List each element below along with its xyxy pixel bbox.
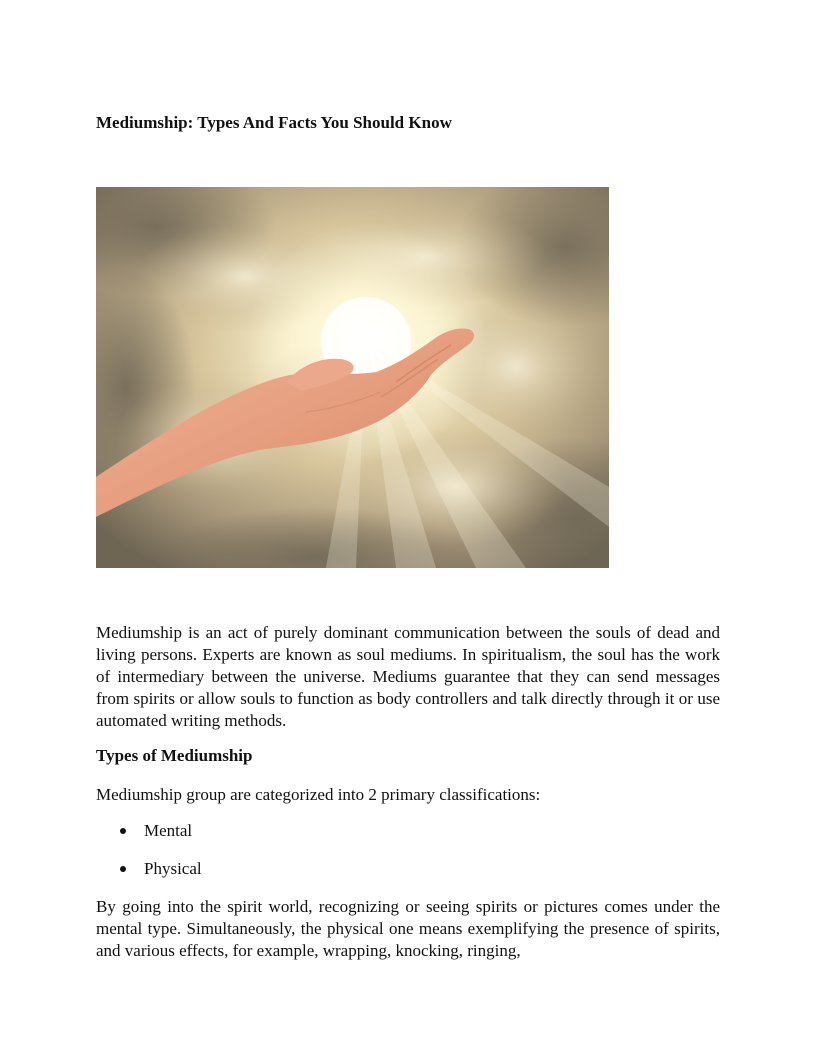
section-intro: Mediumship group are categorized into 2 primary classifications: [96, 785, 541, 804]
intro-paragraph: Mediumship is an act of purely dominant communication between the souls of dead and living persons. Experts are known as soul mediums. In spiritualism, the soul has the work of intermediary between the universe. Mediums guarantee that they can send messages from spirits or allow souls to function as body controllers and talk directly through it or use automated writing methods. [96, 623, 720, 730]
hero-image [96, 187, 609, 568]
closing-paragraph: By going into the spirit world, recognizing or seeing spirits or pictures comes under the mental type. Simultaneously, the physical one means exemplifying the presence of spirits, and various effects, for example, wrapping, knocking, ringing, [96, 897, 720, 960]
list-item [96, 858, 202, 880]
bullet-icon [120, 866, 126, 872]
bullet-list [96, 820, 202, 896]
list-item-label: Physical [144, 859, 202, 878]
section-heading: Types of Mediumship [96, 746, 253, 765]
document-title: Mediumship: Types And Facts You Should Know [96, 113, 452, 132]
list-item-label: Mental [144, 821, 193, 840]
list-item [96, 820, 202, 842]
bullet-icon [120, 828, 126, 834]
sky-hand-illustration [96, 187, 609, 568]
